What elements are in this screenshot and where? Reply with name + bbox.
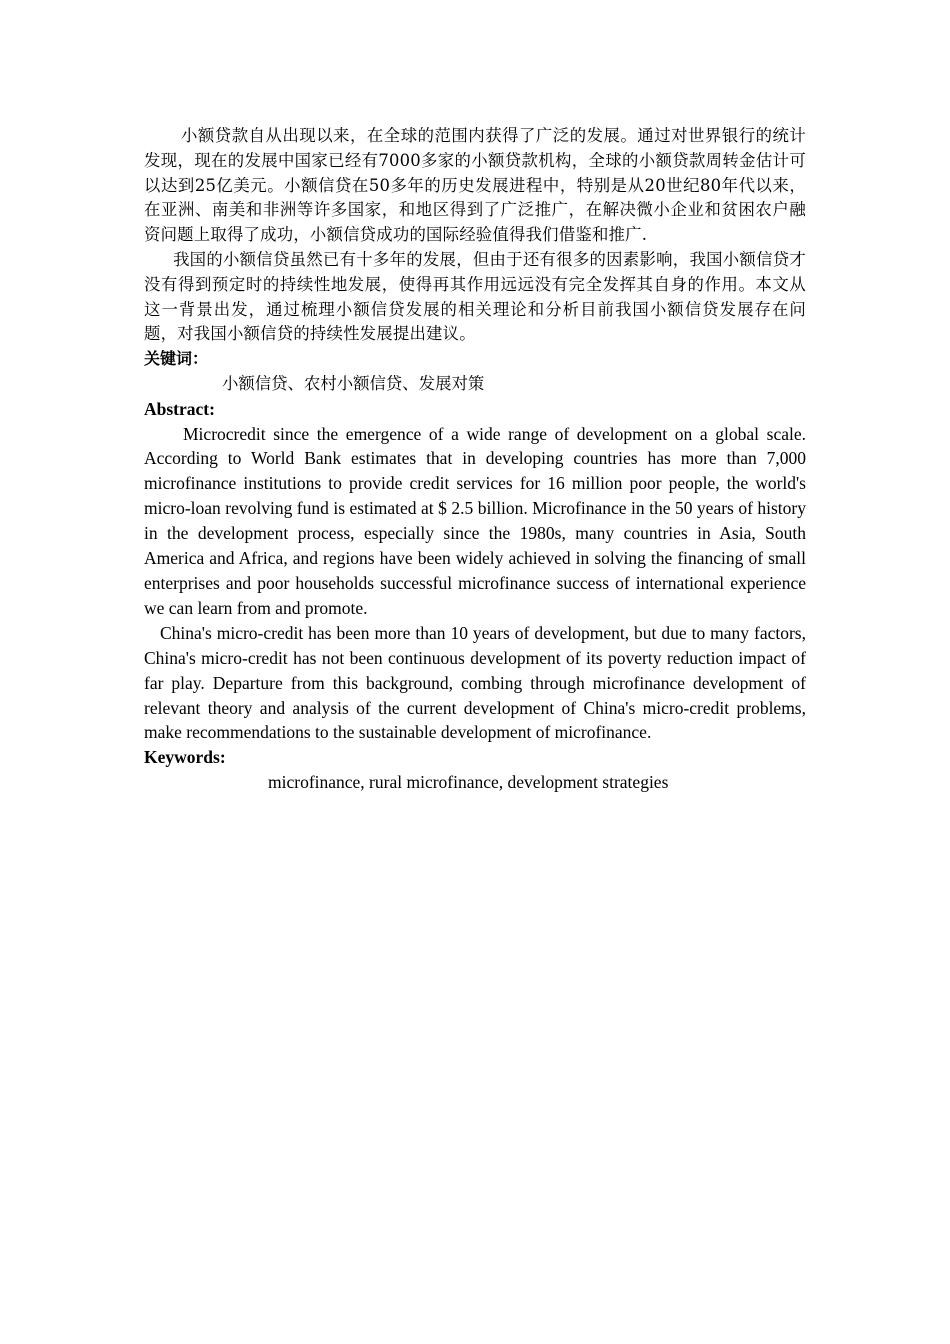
english-keywords: microfinance, rural microfinance, development strategies [268,772,669,793]
abstract-section [144,124,806,795]
chinese-abstract-paragraph-2: 我国的小额信贷虽然已有十多年的发展，但由于还有很多的因素影响，我国小额信贷才没有得到预定时的持续性地发展，使得再其作用远远没有完全发挥其自身的作用。本文从这一背景出发，通过梳理小额信贷发展的相关理论和分析目前我国小额信贷发展存在问题，对我国小额信贷的持续性发展提出建议。 [144,249,806,344]
chinese-keywords-label: 关键词： [144,349,209,369]
abstract-heading: Abstract: [144,398,215,419]
chinese-keywords: 小额信贷、农村小额信贷、发展对策 [222,373,485,393]
english-abstract-paragraph-2: China's micro-credit has been more than 10 years of development, but due to many factors, China's micro-credit has not been continuous development of its poverty reduction impact of far play. Departure from this background, combing through microfinance development of relevant theory and analysis of the current development of China's micro-credit problems, make recommendations to the sustainable development of microfinance. [144,622,806,743]
keywords-label: Keywords: [144,747,226,768]
chinese-abstract-paragraph-1: 小额贷款自从出现以来，在全球的范围内获得了广泛的发展。通过对世界银行的统计发现，现在的发展中国家已经有7000多家的小额贷款机构，全球的小额贷款周转金估计可以达到25亿美元。小额信贷在50多年的历史发展进程中，特别是从20世纪80年代以来，在亚洲、南美和非洲等许多国家，和地区得到了广泛推广，在解决微小企业和贫困农户融资问题上取得了成功，小额信贷成功的国际经验值得我们借鉴和推广. [144,126,806,245]
english-abstract-paragraph-1: Microcredit since the emergence of a wide range of development on a global scale. According to World Bank estimates that in developing countries has more than 7,000 microfinance institutions to provide credit services for 16 million poor people, the world's micro-loan revolving fund is estimated at $ 2.5 billion. Microfinance in the 50 years of history in the development process, especially since the 1980s, many countries in Asia, South America and Africa, and regions have been widely achieved in solving the financing of small enterprises and poor households successful microfinance success of international experience we can learn from and promote. [144,423,806,618]
